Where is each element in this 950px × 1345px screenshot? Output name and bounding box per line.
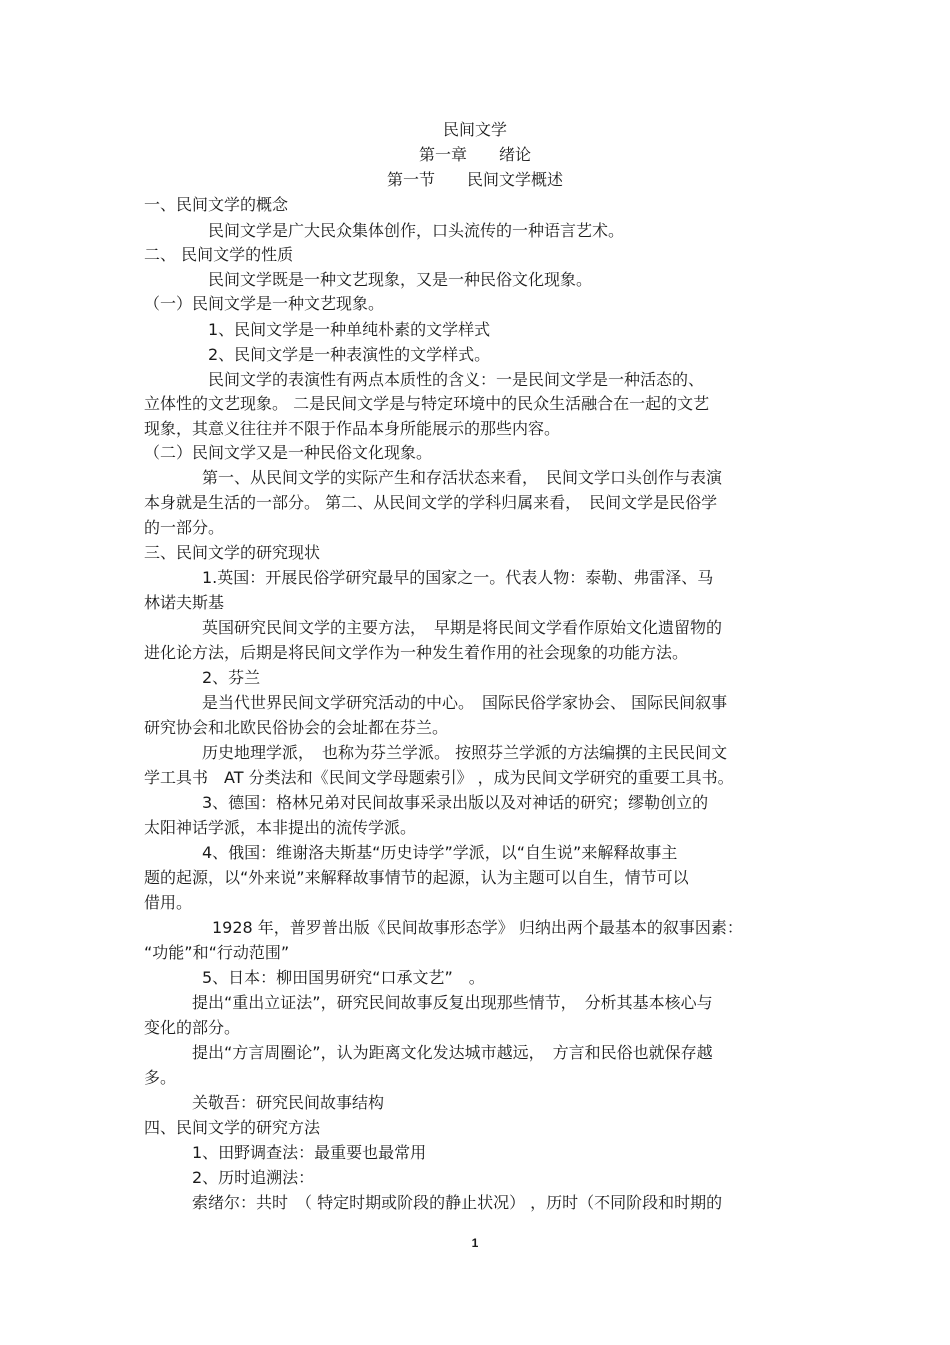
chapter-heading: 第一章 绪论 xyxy=(418,145,531,164)
paragraph-line: 林诺夫斯基 xyxy=(144,593,225,612)
subheading-literary: （一）民间文学是一种文艺现象。 xyxy=(144,294,385,313)
heading-nature: 二、 民间文学的性质 xyxy=(144,245,294,264)
paragraph-line: 提出“方言周圈论”，认为距离文化发达城市越远， 方言和民俗也就保存越 xyxy=(192,1043,713,1062)
paragraph-line: 民间文学既是一种文艺现象，又是一种民俗文化现象。 xyxy=(208,270,593,289)
list-item: 1、民间文学是一种单纯朴素的文学样式 xyxy=(208,320,491,339)
paragraph-line: 题的起源，以“外来说”来解释故事情节的起源，认为主题可以自生，情节可以 xyxy=(144,868,689,887)
paragraph-line: 关敬吾：研究民间故事结构 xyxy=(192,1093,385,1112)
heading-research-status: 三、民间文学的研究现状 xyxy=(144,543,321,562)
paragraph-line: 变化的部分。 xyxy=(144,1018,241,1037)
list-item: 5、日本：柳田国男研究“口承文艺” 。 xyxy=(202,968,485,987)
paragraph-line: 太阳神话学派，本非提出的流传学派。 xyxy=(144,818,417,837)
paragraph-line: 民间文学是广大民众集体创作，口头流传的一种语言艺术。 xyxy=(208,221,625,240)
paragraph-line: 索绪尔：共时 （ 特定时期或阶段的静止状况） ，历时（不同阶段和时期的 xyxy=(192,1193,723,1212)
paragraph-line: 民间文学的表演性有两点本质性的含义：一是民间文学是一种活态的、 xyxy=(208,370,705,389)
heading-concept: 一、民间文学的概念 xyxy=(144,195,289,214)
paragraph-line: 1.英国：开展民俗学研究最早的国家之一。代表人物：泰勒、弗雷泽、马 xyxy=(202,568,714,587)
paragraph-line: 英国研究民间文学的主要方法， 早期是将民间文学看作原始文化遗留物的 xyxy=(202,618,723,637)
paragraph-line: 学工具书 AT 分类法和《民间文学母题索引》 ，成为民间文学研究的重要工具书。 xyxy=(144,768,734,787)
section-heading: 第一节 民间文学概述 xyxy=(386,170,563,189)
paragraph-line: 借用。 xyxy=(144,893,193,912)
paragraph-line: 立体性的文艺现象。 二是民间文学是与特定环境中的民众生活融合在一起的文艺 xyxy=(144,394,710,413)
paragraph-line: 是当代世界民间文学研究活动的中心。 国际民俗学家协会、 国际民间叙事 xyxy=(202,693,728,712)
paragraph-line: 的一部分。 xyxy=(144,518,225,537)
list-item: 3、德国：格林兄弟对民间故事采录出版以及对神话的研究；缪勒创立的 xyxy=(202,793,709,812)
list-item: 2、历时追溯法： xyxy=(192,1168,315,1187)
paragraph-line: 本身就是生活的一部分。 第二、从民间文学的学科归属来看， 民间文学是民俗学 xyxy=(144,493,718,512)
paragraph-line: 第一、从民间文学的实际产生和存活状态来看， 民间文学口头创作与表演 xyxy=(202,468,723,487)
list-item: 1、田野调查法：最重要也最常用 xyxy=(192,1143,427,1162)
paragraph-line: “功能”和“行动范围” xyxy=(144,943,290,962)
paragraph-line: 现象，其意义往往并不限于作品本身所能展示的那些内容。 xyxy=(144,419,561,438)
paragraph-line: 多。 xyxy=(144,1068,177,1087)
list-item: 2、芬兰 xyxy=(202,668,261,687)
paragraph-line: 历史地理学派， 也称为芬兰学派。 按照芬兰学派的方法编撰的主民民间文 xyxy=(202,743,728,762)
paragraph-line: 研究协会和北欧民俗协会的会址都在芬兰。 xyxy=(144,718,449,737)
paragraph-line: 提出“重出立证法”，研究民间故事反复出现那些情节， 分析其基本核心与 xyxy=(192,993,713,1012)
paragraph-line: 1928 年，普罗普出版《民间故事形态学》 归纳出两个最基本的叙事因素： xyxy=(212,918,743,937)
heading-research-methods: 四、民间文学的研究方法 xyxy=(144,1118,321,1137)
paragraph-line: 进化论方法，后期是将民间文学作为一种发生着作用的社会现象的功能方法。 xyxy=(144,643,689,662)
document-title: 民间文学 xyxy=(442,120,507,139)
subheading-folklore: （二）民间文学又是一种民俗文化现象。 xyxy=(144,443,433,462)
page-number: 1 xyxy=(471,1236,479,1250)
list-item: 4、俄国：维谢洛夫斯基“历史诗学”学派，以“自生说”来解释故事主 xyxy=(202,843,678,862)
list-item: 2、民间文学是一种表演性的文学样式。 xyxy=(208,345,491,364)
